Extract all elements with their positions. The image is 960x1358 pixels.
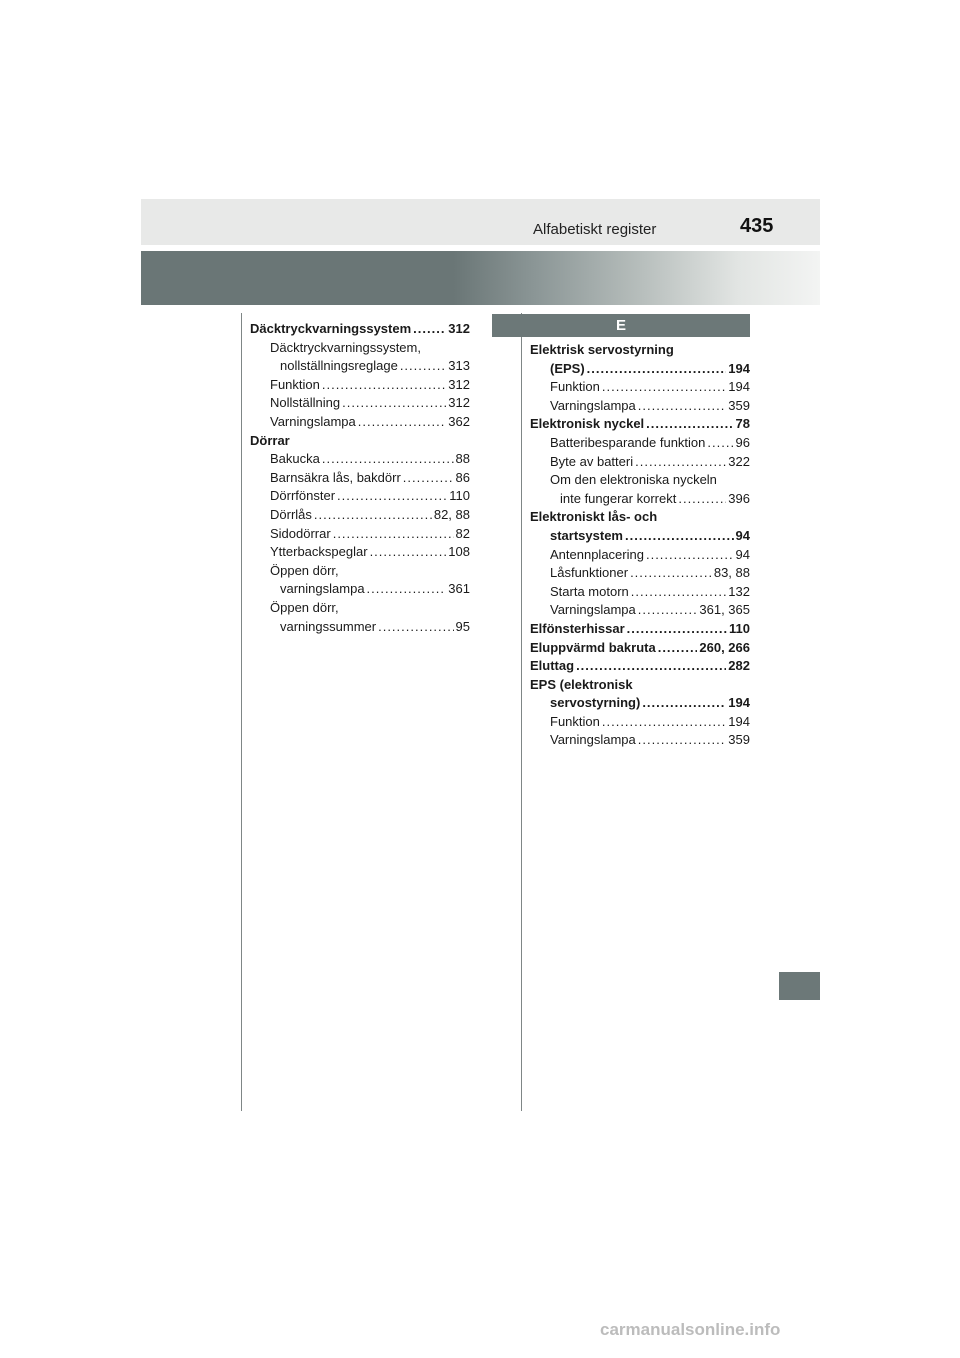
index-entry-page: 362 [448, 413, 470, 429]
index-entry [530, 397, 750, 416]
index-entry [530, 620, 750, 639]
index-entry-term: startsystem [550, 527, 623, 543]
index-entry-page: 322 [728, 453, 750, 469]
index-entry-page: 282 [728, 658, 750, 674]
dot-leader [322, 450, 454, 469]
dot-leader [322, 376, 446, 395]
index-entry-term: Öppen dörr, [270, 599, 339, 615]
index-entry [250, 618, 470, 637]
dot-leader [625, 527, 734, 546]
index-entry-term: Däcktryckvarningssystem, [270, 339, 421, 355]
index-entry-page: 94 [735, 527, 750, 543]
index-entry [530, 657, 750, 676]
index-entry [250, 543, 470, 562]
index-entry-term: Funktion [550, 379, 600, 395]
index-column-left [250, 320, 470, 636]
index-entry-page: 312 [448, 376, 470, 392]
dot-leader [627, 620, 727, 639]
index-entry [250, 394, 470, 413]
index-entry-term: Starta motorn [550, 583, 629, 599]
index-entry-term: Varningslampa [270, 413, 356, 429]
index-entry [530, 564, 750, 583]
dot-leader [646, 415, 733, 434]
index-entry-page: 260, 266 [699, 639, 750, 655]
index-entry-term: Byte av batteri [550, 453, 634, 469]
index-entry-page: 361 [448, 581, 470, 597]
index-entry-page: 110 [449, 488, 470, 504]
index-entry-term: Sidodörrar [270, 525, 331, 541]
index-column-right [530, 341, 750, 750]
dot-leader [378, 618, 453, 637]
dot-leader [403, 469, 454, 488]
index-entry [250, 562, 470, 581]
column-divider-left [241, 313, 242, 1111]
dot-leader [413, 320, 446, 339]
dot-leader [576, 657, 726, 676]
index-entry [250, 487, 470, 506]
index-entry-term: varningssummer [280, 618, 377, 634]
index-entry [250, 376, 470, 395]
index-entry [250, 320, 470, 339]
index-entry [530, 731, 750, 750]
index-entry [530, 527, 750, 546]
index-entry-page: 361, 365 [699, 602, 750, 618]
index-entry-page: 82 [455, 525, 470, 541]
dot-leader [337, 487, 447, 506]
index-entry [250, 413, 470, 432]
index-entry-page: 78 [735, 416, 750, 432]
index-entry [530, 471, 750, 490]
index-entry-page: 86 [455, 469, 470, 485]
index-entry-page: 110 [729, 620, 750, 636]
index-entry-term: Funktion [550, 713, 600, 729]
index-entry [530, 341, 750, 360]
index-entry [250, 339, 470, 358]
dot-leader [646, 546, 734, 565]
index-entry [530, 453, 750, 472]
dot-leader [635, 453, 726, 472]
index-entry [530, 713, 750, 732]
index-entry [530, 434, 750, 453]
index-entry-term: Funktion [270, 376, 320, 392]
index-entry-page: 359 [728, 397, 750, 413]
index-entry-term: Dörrfönster [270, 488, 336, 504]
dot-leader [638, 731, 727, 750]
index-entry-term: Antennplacering [550, 546, 644, 562]
page-number: 435 [740, 215, 774, 237]
header-gradient-band [141, 251, 820, 305]
index-entry-page: 312 [448, 395, 470, 411]
index-entry-page: 94 [735, 546, 750, 562]
index-entry-page: 132 [728, 583, 750, 599]
index-entry [250, 599, 470, 618]
index-entry [250, 450, 470, 469]
dot-leader [333, 525, 454, 544]
index-entry-term: nollställningsreglage [280, 358, 398, 374]
thumb-index-tab [779, 972, 820, 1000]
index-entry-term: EPS (elektronisk [530, 676, 633, 692]
index-entry-term: Däcktryckvarningssystem [250, 321, 412, 336]
section-letter-bar: E [492, 314, 750, 337]
index-entry [250, 432, 470, 451]
index-entry-term: Låsfunktioner [550, 565, 629, 581]
dot-leader [638, 601, 698, 620]
column-divider-middle [521, 313, 522, 1111]
index-entry-page: 312 [448, 321, 470, 336]
dot-leader [631, 583, 727, 602]
index-entry-page: 83, 88 [713, 565, 750, 581]
index-entry-term: Elektroniskt lås- och [530, 509, 658, 525]
header-title: Alfabetiskt register [533, 221, 657, 238]
index-entry [530, 360, 750, 379]
index-entry-term: inte fungerar korrekt [560, 490, 677, 506]
dot-leader [707, 434, 733, 453]
index-entry-page: 194 [728, 695, 750, 711]
dot-leader [370, 543, 447, 562]
dot-leader [658, 639, 698, 658]
index-entry [530, 601, 750, 620]
dot-leader [367, 580, 447, 599]
index-entry-page: 396 [728, 490, 750, 506]
dot-leader [602, 713, 726, 732]
index-entry-term: Varningslampa [550, 602, 636, 618]
index-entry-term: varningslampa [280, 581, 365, 597]
index-entry [250, 357, 470, 376]
index-entry [530, 694, 750, 713]
index-entry [530, 639, 750, 658]
dot-leader [400, 357, 446, 376]
index-entry-term: Batteribesparande funktion [550, 434, 706, 450]
dot-leader [314, 506, 432, 525]
index-entry [250, 506, 470, 525]
dot-leader [358, 413, 447, 432]
index-entry-page: 82, 88 [433, 506, 470, 522]
dot-leader [678, 490, 726, 509]
dot-leader [630, 564, 712, 583]
index-entry [530, 490, 750, 509]
dot-leader [587, 360, 727, 379]
dot-leader [638, 397, 727, 416]
index-entry [530, 508, 750, 527]
dot-leader [642, 694, 726, 713]
index-entry-page: 96 [735, 434, 750, 450]
index-entry [530, 546, 750, 565]
index-entry [250, 580, 470, 599]
dot-leader [342, 394, 446, 413]
index-entry-term: Elfönsterhissar [530, 620, 625, 636]
index-entry-term: Varningslampa [550, 732, 636, 748]
index-entry-term: Ytterbackspeglar [270, 544, 368, 560]
index-entry-term: Varningslampa [550, 397, 636, 413]
index-entry-page: 313 [448, 358, 470, 374]
index-entry-term: Eluttag [530, 658, 575, 674]
header-bar [141, 199, 820, 245]
index-entry-page: 194 [728, 360, 750, 376]
index-entry [530, 415, 750, 434]
index-entry-page: 359 [728, 732, 750, 748]
index-entry-page: 88 [455, 451, 470, 467]
index-entry-term: Eluppvärmd bakruta [530, 639, 656, 655]
index-entry-term: Om den elektroniska nyckeln [550, 472, 717, 488]
index-entry [530, 378, 750, 397]
index-entry-term: Dörrar [250, 432, 290, 448]
index-entry [250, 469, 470, 488]
index-entry-term: Dörrlås [270, 506, 312, 522]
index-entry [530, 676, 750, 695]
dot-leader [602, 378, 726, 397]
index-entry-term: Elektrisk servostyrning [530, 342, 674, 357]
index-entry [250, 525, 470, 544]
index-entry [530, 583, 750, 602]
index-entry-term: Bakucka [270, 451, 320, 467]
index-entry-page: 108 [448, 544, 470, 560]
index-entry-term: (EPS) [550, 360, 585, 376]
index-entry-page: 194 [728, 379, 750, 395]
index-entry-term: Öppen dörr, [270, 562, 339, 578]
index-entry-term: Elektronisk nyckel [530, 416, 645, 432]
index-entry-term: Barnsäkra lås, bakdörr [270, 469, 401, 485]
watermark: carmanualsonline.info [600, 1320, 781, 1339]
index-entry-page: 95 [455, 618, 470, 634]
index-entry-page: 194 [728, 713, 750, 729]
index-entry-term: Nollställning [270, 395, 341, 411]
index-entry-term: servostyrning) [550, 695, 641, 711]
